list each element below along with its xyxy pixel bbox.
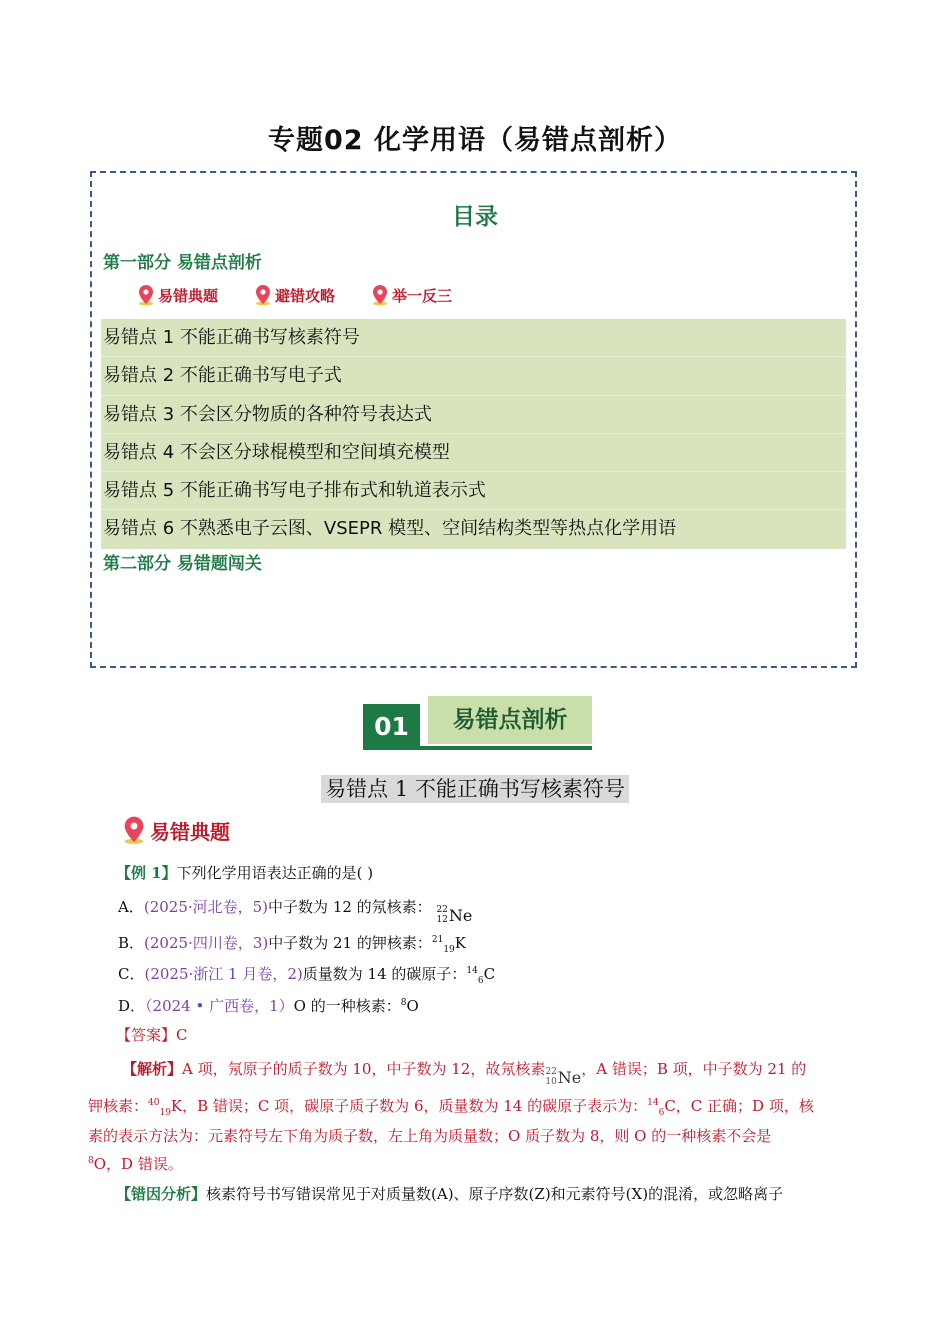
option-letter: B． bbox=[118, 934, 145, 952]
element-symbol: K bbox=[170, 1097, 183, 1115]
example-tag: 【例 1】 bbox=[116, 864, 177, 882]
toc-item-6[interactable]: 易错点 6 不熟悉电子云图、VSEPR 模型、空间结构类型等热点化学用语 bbox=[103, 518, 677, 540]
element-symbol: K bbox=[454, 934, 466, 952]
atomic-number: 6 bbox=[658, 1108, 665, 1118]
cause-analysis-line bbox=[116, 1183, 783, 1204]
location-pin-icon bbox=[254, 284, 272, 306]
option-source: （2024 • 广西卷，1） bbox=[145, 997, 294, 1015]
cause-text: 核素符号书写错误常见于对质量数(A)、原子序数(Z)和元素符号(X)的混淆，或忽略离子 bbox=[206, 1185, 784, 1203]
element-symbol: Ne bbox=[557, 1067, 582, 1087]
tab-label: 举一反三 bbox=[392, 286, 453, 305]
tab-label: 易错典题 bbox=[158, 286, 219, 305]
answer-tag: 【答案】 bbox=[116, 1026, 177, 1044]
location-pin-icon bbox=[122, 815, 146, 845]
tab-practice[interactable] bbox=[371, 284, 452, 306]
analysis-text: 钾核素： bbox=[88, 1097, 149, 1115]
section-title-text: 易错点 1 不能正确书写核素符号 bbox=[321, 775, 629, 803]
banner-underline bbox=[363, 746, 592, 750]
mass-number: 14 bbox=[466, 966, 478, 976]
toc-item-5[interactable]: 易错点 5 不能正确书写电子排布式和轨道表示式 bbox=[101, 472, 846, 510]
example-heading bbox=[122, 815, 230, 845]
option-letter: A． bbox=[118, 898, 144, 916]
option-a bbox=[118, 896, 472, 925]
element-symbol: C bbox=[483, 965, 496, 983]
mass-number: 14 bbox=[647, 1098, 659, 1108]
option-source: (2025·浙江 1 月卷，2) bbox=[144, 965, 303, 983]
option-text: 中子数为 21 的钾核素： bbox=[268, 934, 432, 952]
analysis-line-1 bbox=[122, 1058, 806, 1087]
nuclide-symbol bbox=[545, 1067, 581, 1087]
location-pin-icon bbox=[137, 284, 155, 306]
mass-number: 8 bbox=[400, 998, 407, 1008]
analysis-text: ，D 错误。 bbox=[106, 1155, 183, 1173]
analysis-text: ，A 错误；B 项，中子数为 21 的 bbox=[581, 1060, 807, 1078]
toc-list bbox=[101, 319, 846, 549]
toc-part1-label[interactable]: 第一部分 易错点剖析 bbox=[103, 253, 262, 273]
analysis-line-4 bbox=[88, 1153, 183, 1174]
tab-label: 避错攻略 bbox=[275, 286, 336, 305]
section-banner bbox=[363, 696, 592, 753]
question-text: 下列化学用语表达正确的是( ) bbox=[176, 864, 374, 882]
atomic-number: 19 bbox=[159, 1108, 171, 1118]
mass-number: 40 bbox=[148, 1098, 160, 1108]
analysis-text: 素的表示方法为：元素符号左下角为质子数，左上角为质量数；O 质子数为 8，则 O 的一种核素不会是 bbox=[88, 1127, 772, 1145]
toc-item-2[interactable]: 易错点 2 不能正确书写电子式 bbox=[101, 357, 846, 395]
atomic-number: 12 bbox=[436, 915, 448, 925]
mass-number: 22 bbox=[436, 905, 448, 915]
mass-number: 22 bbox=[545, 1067, 557, 1077]
element-symbol: O bbox=[406, 997, 419, 1015]
toc-heading: 目录 bbox=[452, 204, 498, 230]
option-letter: C． bbox=[118, 965, 145, 983]
section-title bbox=[0, 773, 950, 803]
option-source: (2025·河北卷，5) bbox=[143, 898, 269, 916]
question-line bbox=[116, 862, 373, 883]
option-text: O 的一种核素： bbox=[293, 997, 401, 1015]
element-symbol: C bbox=[664, 1097, 676, 1115]
analysis-text: ，B 错误；C 项，碳原子质子数为 6，质量数为 14 的碳原子表示为： bbox=[182, 1097, 648, 1115]
analysis-text: A 项，氖原子的质子数为 10，中子数为 12，故氖核素 bbox=[182, 1060, 546, 1078]
analysis-text: ，C 正确；D 项，核 bbox=[675, 1097, 814, 1115]
option-c bbox=[118, 963, 495, 986]
tab-avoid-strategy[interactable] bbox=[254, 284, 335, 306]
element-symbol: O bbox=[93, 1155, 107, 1173]
analysis-line-2 bbox=[88, 1095, 814, 1118]
toc-part2-label[interactable]: 第二部分 易错题闯关 bbox=[103, 554, 262, 574]
location-pin-icon bbox=[371, 284, 389, 306]
example-heading-text: 易错典题 bbox=[150, 819, 230, 844]
analysis-line-3 bbox=[88, 1125, 771, 1146]
option-letter: D． bbox=[118, 997, 146, 1015]
toc-tabs bbox=[137, 284, 452, 306]
option-text: 中子数为 12 的氖核素： bbox=[268, 898, 432, 916]
element-symbol: Ne bbox=[448, 905, 473, 925]
option-source: (2025·四川卷，3) bbox=[144, 934, 269, 952]
tab-typical-question[interactable] bbox=[137, 284, 218, 306]
document-title: 专题02 化学用语（易错点剖析） bbox=[268, 125, 682, 156]
toc-item-4[interactable]: 易错点 4 不会区分球棍模型和空间填充模型 bbox=[101, 434, 846, 472]
banner-number: 01 bbox=[363, 704, 420, 749]
analysis-tag: 【解析】 bbox=[122, 1060, 183, 1078]
mass-number: 21 bbox=[431, 935, 444, 945]
option-b bbox=[118, 932, 466, 955]
mass-number: 8 bbox=[88, 1156, 94, 1166]
option-d bbox=[118, 995, 419, 1016]
atomic-number: 19 bbox=[443, 945, 455, 955]
banner-label: 易错点剖析 bbox=[428, 696, 592, 744]
atomic-number: 10 bbox=[545, 1077, 557, 1087]
answer-value: C bbox=[176, 1026, 188, 1044]
option-text: 质量数为 14 的碳原子： bbox=[302, 965, 467, 983]
answer-line bbox=[116, 1024, 188, 1045]
cause-tag: 【错因分析】 bbox=[116, 1185, 207, 1203]
toc-item-1[interactable]: 易错点 1 不能正确书写核素符号 bbox=[101, 319, 846, 357]
nuclide-symbol bbox=[436, 905, 472, 925]
atomic-number: 6 bbox=[477, 976, 484, 986]
toc-item-3[interactable]: 易错点 3 不会区分物质的各种符号表达式 bbox=[101, 396, 846, 434]
